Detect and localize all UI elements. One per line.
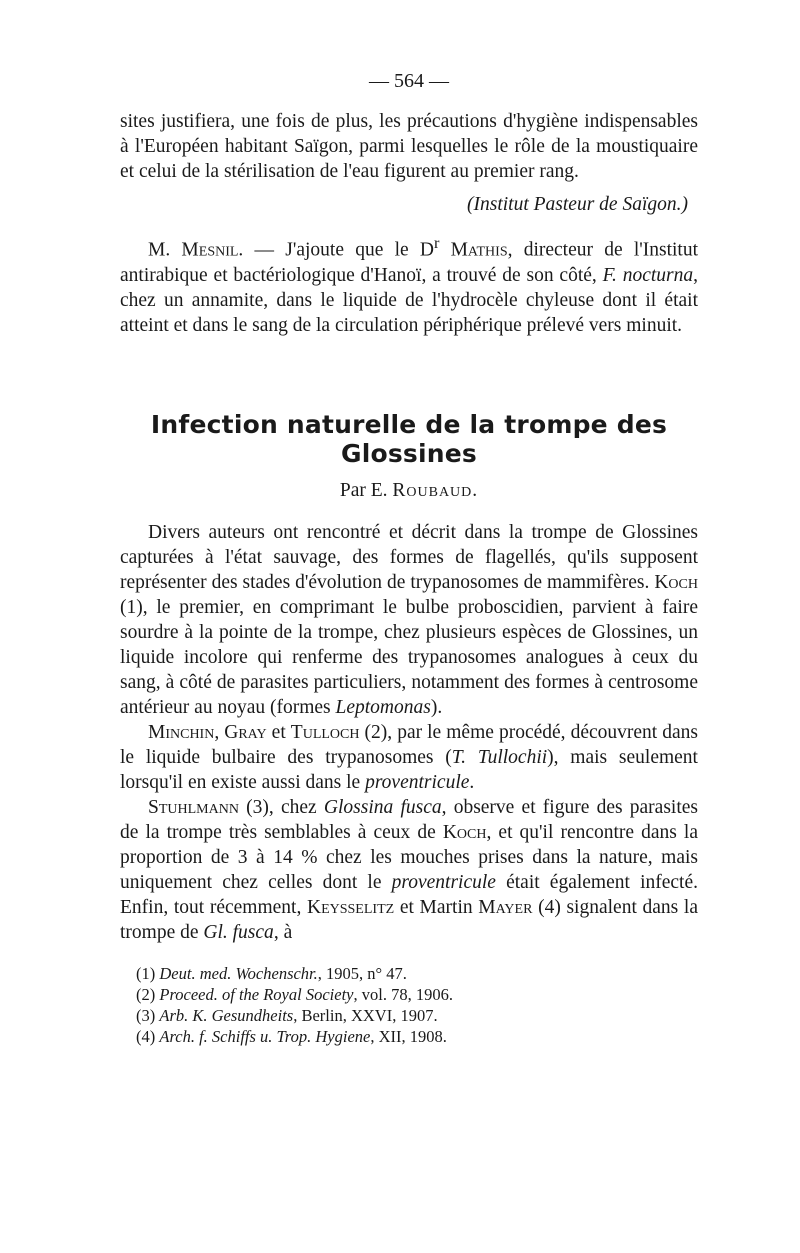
cited-author: Koch	[442, 821, 487, 843]
footnote: (2) Proceed. of the Royal Society, vol. 78, 1906.	[136, 984, 453, 1004]
paragraph-minchin: Minchin, Gray et Tulloch (2), par le même procédé, découvrent dans le liquide bulbaire des trypanosomes (T. Tullochii), mais seulement lorsqu'il en existe aussi dans le proventricule.	[120, 721, 698, 793]
footnote: (4) Arch. f. Schiffs u. Trop. Hygiene, XII, 1908.	[136, 1026, 447, 1046]
species-name: T. Tullochii	[451, 746, 548, 768]
cited-author: Keysselitz	[306, 896, 395, 918]
footnote: (3) Arb. K. Gesundheits, Berlin, XXVI, 1907.	[136, 1005, 438, 1025]
cited-author: Mayer	[478, 896, 533, 918]
cited-author: Tulloch	[290, 721, 360, 743]
cited-author: Koch	[654, 571, 698, 593]
paragraph-mesnil: M. Mesnil. — J'ajoute que le $D^r$ Mathis, directeur de l'Institut antirabique et bactériologique d'Hanoï, a trouvé de son côté, F. nocturna, chez un annamite, dans le liquide de l'hydrocèle chyleuse dont il était atteint et dans le sang de la circulation périphérique prélevé vers minuit.	[120, 234, 699, 336]
author-name: M. Mesnil.	[148, 239, 244, 261]
anatomy-term: proventricule	[391, 871, 496, 893]
page	[120, 70, 698, 1047]
species-name: Glossina fusca	[323, 796, 442, 818]
footnotes	[120, 963, 698, 1047]
footnote: (1) Deut. med. Wochenschr., 1905, n° 47.	[136, 963, 407, 983]
page-number: — 564 —	[369, 70, 449, 92]
species-name: Gl. fusca	[203, 921, 274, 943]
cited-author: Stuhlmann	[148, 796, 239, 818]
anatomy-term: proventricule	[365, 771, 470, 793]
paragraph-continuation: sites justifiera, une fois de plus, les précautions d'hygiène indispensables à l'Européen habitant Saïgon, parmi lesquelles le rôle de la moustiquaire et celui de la stérilisation de l'eau figurent au premier rang.	[120, 111, 698, 182]
genus-name: Leptomonas	[335, 696, 431, 718]
institute-signature: (Institut Pasteur de Saïgon.)	[467, 194, 688, 215]
author-name: Mathis	[450, 239, 508, 261]
cited-author: Gray	[224, 721, 267, 743]
cited-author: Minchin	[148, 721, 215, 743]
paragraph-intro: Divers auteurs ont rencontré et décrit dans la trompe de Glossines capturées à l'état sauvage, des formes de flagellés, qu'ils supposent représenter des stades d'évolution de trypanosomes de mammifères. Koch (1), le premier, en comprimant le bulbe proboscidien, parvient à faire sourdre à la pointe de la trompe, chez plusieurs espèces de Glossines, un liquide incolore qui renferme des trypanosomes analogues à ceux du sang, à côté de parasites particuliers, notamment des formes à centrosome antérieur au noyau (formes Leptomonas).	[120, 521, 698, 718]
species-name: F. nocturna	[602, 264, 694, 286]
article-title: Infection naturelle de la trompe des Glossines	[150, 409, 668, 468]
article-byline: Par E. Roubaud.	[339, 479, 479, 501]
author-name: Roubaud.	[392, 479, 479, 501]
paragraph-stuhlmann: Stuhlmann (3), chez Glossina fusca, observe et figure des parasites de la trompe très semblables à ceux de Koch, et qu'il rencontre dans la proportion de 3 à 14 % chez les mouches prises dans la nature, mais uniquement chez celles dont le proventricule était également infecté. Enfin, tout récemment, Keysselitz et Martin Mayer (4) signalent dans la trompe de Gl. fusca, à	[120, 796, 698, 943]
